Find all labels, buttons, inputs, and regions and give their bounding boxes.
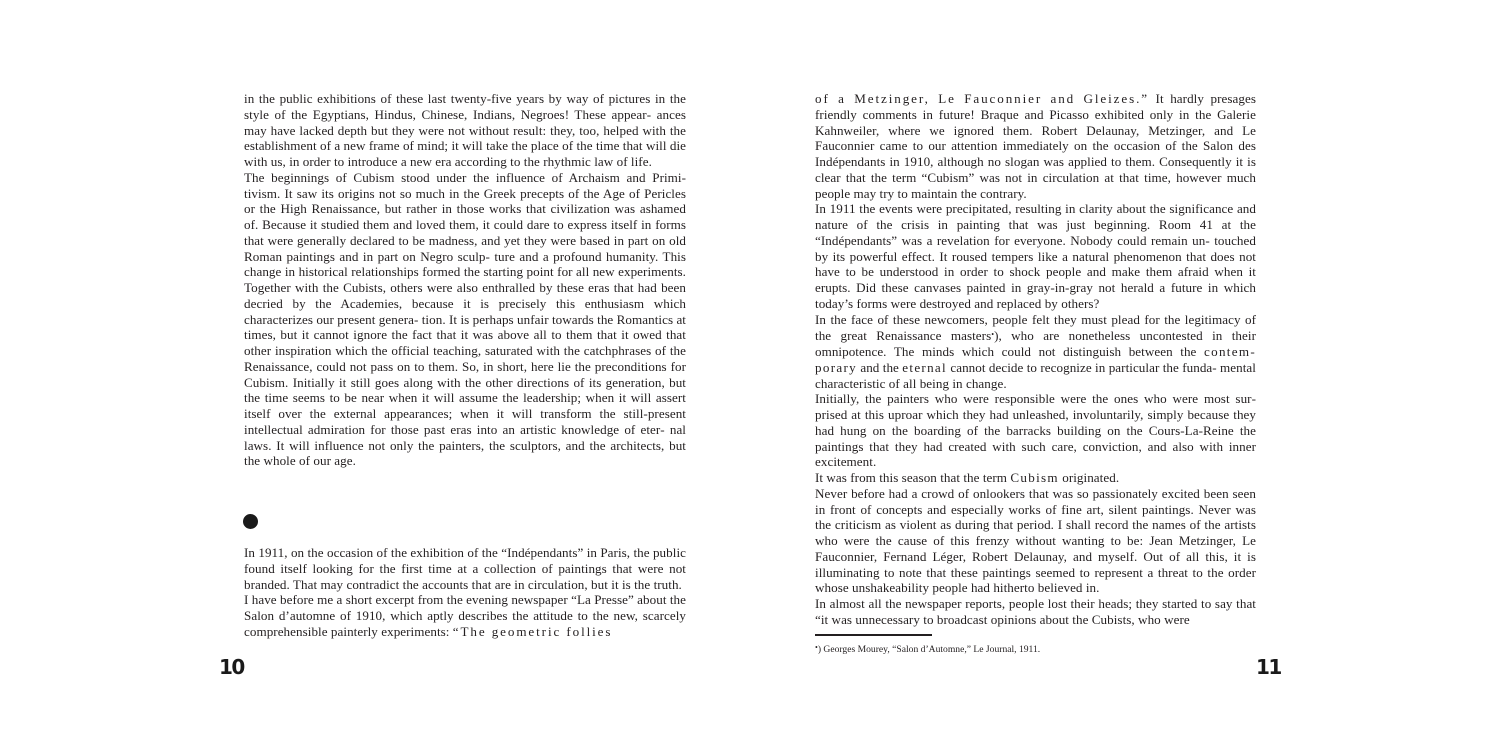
paragraph bbox=[815, 470, 1256, 486]
footnote-text: ) Georges Mourey, “Salon d’Automne,” Le Journal, 1911. bbox=[817, 644, 1041, 655]
footnote-divider bbox=[815, 634, 932, 636]
paragraph-text: In the face of these newcomers, people felt they must plead for the legitimacy of the great Renaissance masters bbox=[815, 311, 1256, 344]
paragraph: Initially, the painters who were responsible were the ones who were most sur‑ prised at this uproar which they had unleashed, involuntarily, simply because they had hung on the boarding of the barracks building on the Cours‑La‑Reine the paintings that they had created with such care, conviction, and also with inner excitement. bbox=[815, 391, 1256, 470]
quote-start: “The geometric follies bbox=[452, 623, 613, 639]
page-number: 10 bbox=[219, 655, 244, 679]
left-page-text-column-after-break bbox=[244, 545, 686, 640]
page-number: 11 bbox=[1256, 655, 1281, 679]
paragraph-text: I have before me a short excerpt from the evening newspaper “La Presse” about the Salon d’automne of 1910, which aptly describes the attitude to the new, scarcely comprehensible painterly experiments: bbox=[244, 592, 686, 639]
paragraph-text: and the bbox=[856, 359, 903, 375]
paragraph-text: It was from this season that the term bbox=[815, 470, 1011, 485]
quote-end: of a Metzinger, Le Fauconnier and Gleizes.” bbox=[815, 91, 1149, 106]
paragraph: Never before had a crowd of onlookers that was so passionately excited been seen in front of concepts and especially works of fine art, silent paintings. Never was the criticism as violent as during that period. I shall record the names of the artists who were the cause of this frenzy without wanting to be: Jean Metzinger, Le Fauconnier, Fernand Léger, Robert Delaunay, and myself. Out of all this, it is illuminating to note that these paintings seemed to represent a threat to the order whose unshakeability people had hitherto believed in. bbox=[815, 485, 1256, 596]
paragraph-text: ), who are nonetheless uncontested in their omnipotence. The minds which could not distinguish between the bbox=[815, 328, 1256, 359]
paragraph bbox=[815, 312, 1256, 392]
left-page-text-column bbox=[244, 91, 686, 469]
footnote-mark: • bbox=[815, 643, 818, 652]
spaced-term: contem‑ porary bbox=[815, 344, 1256, 375]
section-break-bullet-icon bbox=[243, 514, 258, 529]
paragraph: The beginnings of Cubism stood under the influence of Archaism and Primi‑ tivism. It saw its origins not so much in the Greek precepts of the Age of Pericles or the High Renaissance, but rather in those works that civilization was ashamed of. Because it studied them and loved them, it could dare to express itself in forms that were generally declared to be madness, and yet they were based in part on old Roman paintings and in part on Negro sculp‑ ture and a profound humanity. This change in historical relationships formed the starting point for all new experiments. Together with the Cubists, others were also enthralled by these eras that had been decried by the Academies, because it is precisely this enthusiasm which characterizes our present genera‑ tion. It is perhaps unfair towards the Romantics at times, but it cannot ignore the fact that it was above all to them that it owed that other inspiration which the official teaching, saturated with the catchphrases of the Renaissance, could not pass on to them. So, in short, here lie the preconditions for Cubism. Initially it still goes along with the other directions of its generation, but the time seems to be near when it will assume the leadership; when it will assert itself over the external appearances; when it will transform the still‑present intellectual admiration for those past eras into an artistic knowledge of eter‑ nal laws. It will influence not only the painters, the sculptors, and the architects, but the whole of our age. bbox=[244, 169, 686, 469]
paragraph-text: cannot decide to recognize in particular the funda‑ mental characteristic of all being in change. bbox=[815, 359, 1256, 391]
paragraph bbox=[815, 91, 1256, 201]
right-page bbox=[750, 0, 1500, 750]
spaced-term: eternal bbox=[902, 359, 947, 375]
paragraph: In 1911 the events were precipitated, resulting in clarity about the significance and nature of the crisis in painting that was just beginning. Room 41 at the “Indépendants” was a revelation for everyone. Nobody could remain un‑ touched by its powerful effect. It roused tempers like a natural phenomenon that does not have to be understood in order to shock people and make them afraid when it erupts. Did these canvases painted in gray‑in‑gray not herald a future in which today’s forms were destroyed and replaced by others? bbox=[815, 201, 1256, 311]
footnote-reference-mark[interactable]: • bbox=[991, 330, 995, 340]
paragraph: In almost all the newspaper reports, people lost their heads; they started to say that “it was unnecessary to broadcast opinions about the Cubists, who were bbox=[815, 596, 1256, 627]
paragraph: In 1911, on the occasion of the exhibition of the “Indépendants” in Paris, the public found itself looking for the first time at a collection of paintings that were not branded. That may contradict the accounts that are in circulation, but it is the truth. bbox=[244, 545, 686, 592]
paragraph bbox=[244, 592, 686, 639]
paragraph-text: originated. bbox=[1058, 470, 1120, 485]
right-page-text-column bbox=[815, 91, 1256, 628]
spaced-term: Cubism bbox=[1010, 470, 1059, 485]
paragraph: in the public exhibitions of these last twenty‑five years by way of pictures in the style of the Egyptians, Hindus, Chinese, Indians, Negroes! These appear‑ ances may have lacked depth but they were not without result: they, too, helped with the establishment of a new frame of mind; it will take the place of the time that will die with us, in order to introduce a new era according to the rhythmic law of life. bbox=[244, 91, 686, 169]
paragraph-text: It hardly presages friendly comments in future! Braque and Picasso exhibited only in the Galerie Kahnweiler, where we ignored them. Robert Delaunay, Metzinger, and Le Fauconnier came to our attention immediately on the occasion of the Salon des Indépendants in 1910, although no slogan was applied to them. Consequently it is clear that the term “Cubism” was not in circulation at that time, however much people may try to maintain the contrary. bbox=[815, 91, 1256, 201]
footnote bbox=[815, 642, 1256, 656]
